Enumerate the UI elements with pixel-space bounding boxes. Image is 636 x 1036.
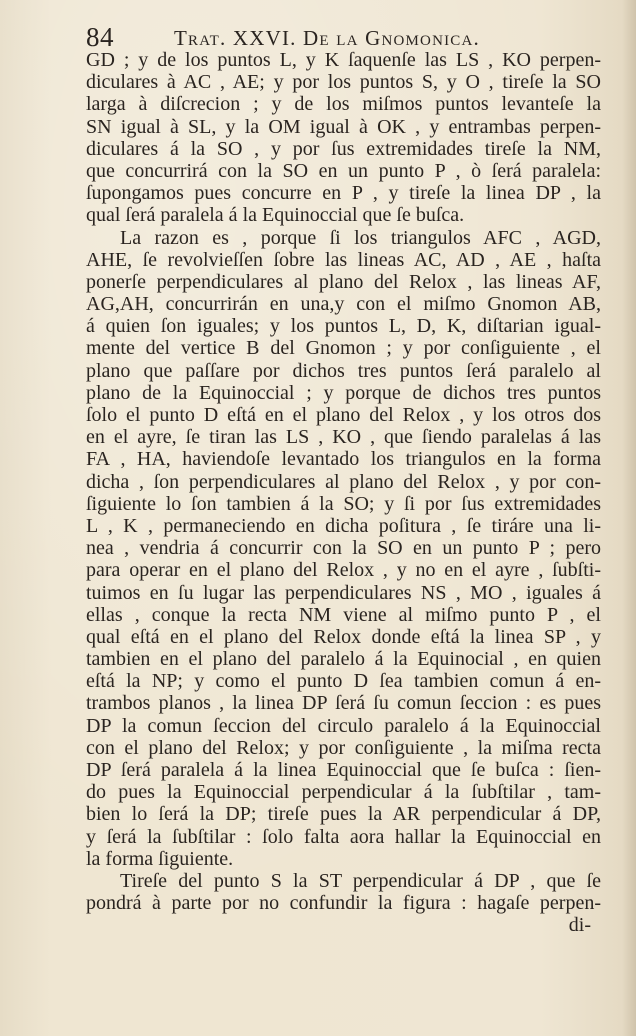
text-line: en el ayre, ſe tiran las LS , KO , que ſiendo paralelas á las — [86, 426, 601, 449]
catchword: di- — [568, 914, 591, 937]
text-line: con el plano del Relox; y por conſiguiente , la miſma recta — [86, 736, 601, 759]
text-line: diculares à AC , AE; y por los puntos S, y O , tireſe la SO — [86, 71, 601, 94]
text-line: FA , HA, haviendoſe levantado los triangulos en la forma — [86, 448, 601, 471]
text-line: DP ſerá paralela á la linea Equinoccial que ſe buſca : ſien- — [86, 759, 601, 781]
text-line: L , K , permaneciendo en dicha poſitura , ſe tiráre una li- — [86, 514, 601, 537]
text-line: DP la comun ſeccion del circulo paralelo á la Equinoccial — [86, 714, 601, 737]
text-line: y ſerá la ſubſtilar : ſolo falta aora hallar la Equinoccial en — [86, 825, 601, 848]
page-gutter-shadow — [622, 0, 636, 1036]
running-head: Trat. XXVI. De la Gnomonica. — [174, 26, 480, 50]
text-line: GD ; y de los puntos L, y K ſaquenſe las LS , KO perpen- — [86, 49, 601, 71]
text-line: eſtá la NP; y como el punto D ſea tambien comun á en- — [86, 670, 601, 693]
page-header — [86, 22, 526, 52]
text-line: Tireſe del punto S la ST perpendicular á DP , que ſe — [120, 869, 601, 892]
text-line: do pues la Equinoccial perpendicular á la ſubſtilar , tam- — [86, 781, 601, 804]
text-line: nea , vendria á concurrir con la SO en un punto P ; pero — [86, 537, 601, 560]
text-line: diculares á la SO , y por ſus extremidades tireſe la NM, — [86, 137, 601, 160]
text-line: SN igual à SL, y la OM igual à OK , y entrambas perpen- — [86, 115, 601, 138]
text-line: ſupongamos pues concurre en P , y tireſe la linea DP , la — [86, 182, 601, 205]
text-line: mente del vertice B del Gnomon ; y por conſiguiente , el — [86, 337, 601, 360]
text-line: que concurrirá con la SO en un punto P , ò ſerá paralela: — [86, 159, 601, 182]
text-line: larga à diſcrecion ; y de los miſmos puntos levanteſe la — [86, 93, 601, 116]
text-line: ellas , conque la recta NM viene al miſmo punto P , el — [86, 603, 601, 626]
text-line: ponerſe perpendiculares al plano del Relox , las lineas AF, — [86, 270, 601, 293]
page-number: 84 — [86, 22, 114, 52]
text-line: qual ſerá paralela á la Equinoccial que ſe buſca. — [86, 204, 465, 227]
text-line: tuimos en ſu lugar las perpendiculares NS , MO , iguales á — [86, 581, 601, 604]
text-line: AHE, ſe revolvieſſen ſobre las lineas AC, AD , AE , haſta — [86, 248, 601, 271]
text-line: tambien en el plano del paralelo á la Equinocial , en quien — [86, 648, 601, 671]
text-line: dicha , ſon perpendiculares al plano del Relox , y por con- — [86, 470, 601, 493]
text-line: á quien ſon iguales; y los puntos L, D, K, diſtarian igual- — [86, 315, 601, 338]
text-line: la forma ſiguiente. — [86, 847, 234, 870]
body-text — [86, 49, 601, 937]
text-line: plano de la Equinoccial ; y porque de dichos tres puntos — [86, 381, 601, 404]
text-line: qual eſtá en el plano del Relox donde eſtá la linea SP , y — [86, 625, 601, 648]
text-line: ſolo el punto D eſtá en el plano del Relox , y los otros dos — [86, 404, 601, 426]
text-line: La razon es , porque ſi los triangulos AFC , AGD, — [120, 226, 601, 249]
text-line: plano que paſſare por dichos tres puntos ſerá paralelo al — [86, 359, 601, 382]
text-line: trambos planos , la linea DP ſerá ſu comun ſeccion : es pues — [86, 692, 601, 715]
text-line: bien lo ſerá la DP; tireſe pues la AR perpendicular á DP, — [86, 803, 601, 826]
text-line: AG,AH, concurrirán en una,y con el miſmo Gnomon AB, — [86, 293, 601, 316]
text-line: ſiguiente lo ſon tambien á la SO; y ſi por ſus extremidades — [86, 492, 601, 515]
text-line: para operar en el plano del Relox , y no en el ayre , ſubſti- — [86, 559, 601, 582]
text-line: pondrá à parte por no confundir la figura : hagaſe perpen- — [86, 892, 601, 915]
